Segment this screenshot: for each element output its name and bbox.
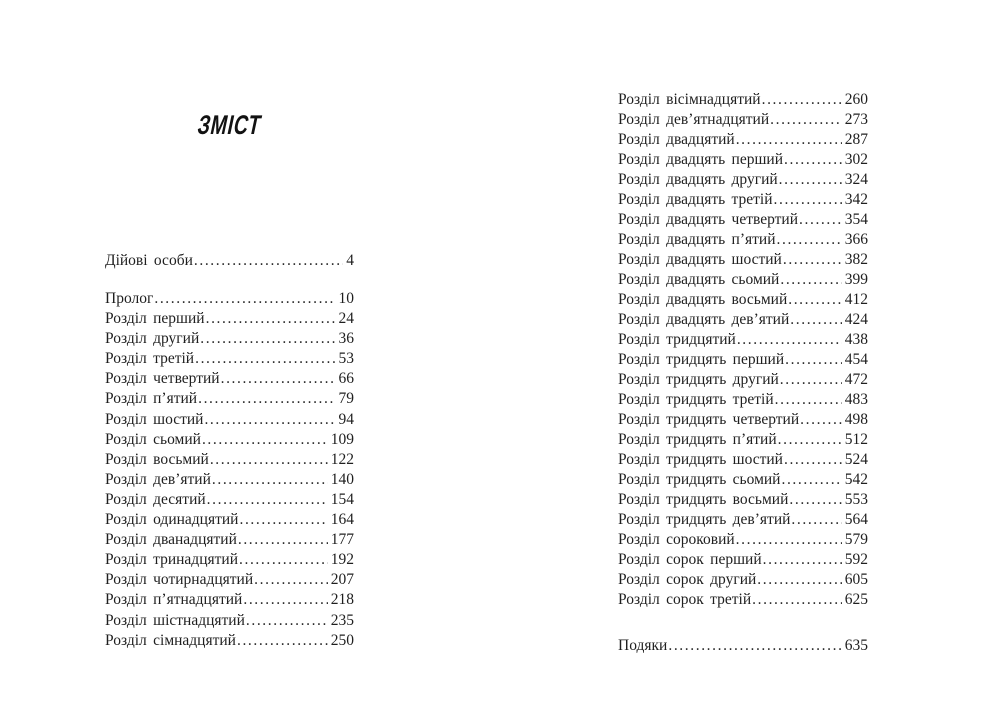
- toc-entry: [618, 251, 868, 271]
- toc-entry-page: 154: [330, 490, 354, 508]
- toc-entry-page: 302: [844, 151, 868, 168]
- toc-dot-leader: [780, 271, 841, 289]
- toc-entry: [105, 551, 354, 571]
- toc-entry-page: 438: [844, 331, 868, 348]
- toc-entry: [105, 491, 354, 511]
- toc-entry-label: Розділ тридцять третій: [618, 391, 774, 408]
- toc-entry-page: 542: [844, 471, 868, 488]
- toc-entry-label: Розділ тридцять другий: [618, 371, 779, 388]
- toc-entry-label: Розділ тридцять восьмий: [618, 491, 789, 508]
- toc-dot-leader: [254, 571, 328, 589]
- toc-entry: [618, 591, 868, 611]
- toc-entry-page: 382: [844, 251, 868, 268]
- toc-entry: [105, 370, 354, 390]
- toc-dot-leader: [239, 511, 327, 529]
- toc-entry: [618, 151, 868, 171]
- toc-entry-page: 10: [338, 290, 354, 307]
- toc-entry-page: 579: [844, 531, 868, 548]
- toc-dot-leader: [791, 511, 841, 529]
- toc-entry-label: Розділ двадцять восьмий: [618, 291, 788, 308]
- toc-dot-leader: [668, 637, 841, 655]
- toc-dot-leader: [246, 612, 328, 630]
- toc-entry: [105, 632, 354, 652]
- toc-dot-leader: [775, 391, 842, 409]
- toc-entry-label: Розділ сорок перший: [618, 551, 762, 568]
- toc-entry: [618, 411, 868, 431]
- toc-entry-label: Розділ двадцятий: [618, 131, 735, 148]
- toc-dot-leader: [800, 411, 842, 429]
- toc-entry-label: Розділ четвертий: [105, 370, 220, 388]
- toc-entry-label: Розділ двадцять четвертий: [618, 211, 799, 228]
- toc-dot-leader: [737, 331, 842, 349]
- toc-entry-page: 399: [844, 271, 868, 288]
- toc-entry: [105, 290, 354, 310]
- toc-entry-label: Пролог: [105, 290, 154, 307]
- toc-entry-page: 342: [844, 191, 868, 208]
- toc-entry-label: Розділ дванадцятий: [105, 531, 237, 549]
- toc-entry-page: 24: [338, 310, 354, 328]
- toc-entry-page: 498: [844, 411, 868, 428]
- toc-entry-page: 79: [338, 390, 354, 408]
- toc-dot-leader: [781, 471, 841, 489]
- toc-entry: [105, 431, 354, 451]
- toc-entry-label: Розділ двадцять третій: [618, 191, 773, 208]
- toc-entry: [105, 350, 354, 370]
- toc-entry-label: Подяки: [618, 637, 668, 654]
- toc-dot-leader: [799, 211, 842, 229]
- toc-entry-page: 218: [330, 591, 354, 609]
- toc-entry: [618, 331, 868, 351]
- toc-entry: [618, 551, 868, 571]
- toc-entry-label: Розділ восьмий: [105, 450, 209, 468]
- toc-dot-leader: [154, 290, 335, 308]
- toc-entry: [618, 211, 868, 231]
- toc-entry-label: Розділ дев’ятий: [105, 470, 211, 488]
- toc-dot-leader: [757, 571, 841, 589]
- toc-entry-page: 36: [338, 330, 354, 348]
- toc-entry-page: 412: [844, 291, 868, 308]
- toc-entry: [618, 91, 868, 111]
- toc-entry: [618, 571, 868, 591]
- toc-entry-page: 366: [844, 231, 868, 248]
- toc-entry: [618, 451, 868, 471]
- toc-entry-page: 424: [844, 311, 868, 328]
- toc-entry-label: Розділ одинадцятий: [105, 511, 239, 529]
- toc-entry-label: Розділ другий: [105, 330, 200, 348]
- toc-entry-page: 207: [330, 571, 354, 589]
- toc-entry-label: Розділ чотирнадцятий: [105, 571, 254, 589]
- toc-entry-page: 140: [330, 470, 354, 488]
- toc-entry-page: 235: [330, 611, 354, 629]
- toc-dot-leader: [212, 471, 328, 489]
- toc-dot-leader: [770, 111, 842, 129]
- toc-title-text: ЗМІСТ: [195, 110, 265, 140]
- toc-dot-leader: [239, 551, 328, 569]
- toc-entry-page: 625: [844, 591, 868, 608]
- toc-entry-label: Розділ двадцять п’ятий: [618, 231, 776, 248]
- toc-entry: [105, 471, 354, 491]
- toc-entry-label: Розділ тридцять шостий: [618, 451, 783, 468]
- toc-entry-page: 66: [338, 370, 354, 388]
- toc-entry: [105, 310, 354, 330]
- toc-dot-leader: [763, 551, 842, 569]
- toc-entry: [618, 271, 868, 291]
- toc-entry-page: 472: [844, 371, 868, 388]
- toc-entry-page: 324: [844, 171, 868, 188]
- toc-entry-page: 483: [844, 391, 868, 408]
- toc-entry: [105, 591, 354, 611]
- toc-dot-leader: [207, 491, 328, 509]
- toc-entry: [105, 531, 354, 551]
- toc-entry-label: Розділ шостий: [105, 410, 204, 428]
- toc-dot-leader: [789, 491, 841, 509]
- toc-entry-page: 564: [844, 511, 868, 528]
- toc-dot-leader: [780, 371, 842, 389]
- toc-entry: [618, 311, 868, 331]
- toc-entry-label: Розділ вісімнадцятий: [618, 91, 761, 108]
- toc-entry-label: Розділ сорок другий: [618, 571, 757, 588]
- toc-dot-leader: [783, 251, 842, 269]
- toc-dot-leader: [784, 151, 842, 169]
- toc-entry: [618, 491, 868, 511]
- toc-entry-label: Розділ перший: [105, 310, 205, 328]
- toc-right-column: [618, 91, 868, 611]
- toc-entry: [105, 511, 354, 531]
- toc-dot-leader: [774, 191, 842, 209]
- toc-entry-page: 524: [844, 451, 868, 468]
- toc-dot-leader: [243, 591, 327, 609]
- toc-dot-leader: [237, 632, 328, 650]
- toc-entry-label: Розділ тридцять четвертий: [618, 411, 800, 428]
- toc-dot-leader: [762, 91, 842, 109]
- toc-entry-page: 4: [346, 252, 354, 269]
- toc-entry: [105, 571, 354, 591]
- toc-dot-leader: [238, 531, 328, 549]
- toc-entry-page: 260: [844, 91, 868, 108]
- toc-entry: [105, 330, 354, 350]
- toc-entry-label: Розділ тридцять перший: [618, 351, 785, 368]
- toc-entry-page: 454: [844, 351, 868, 368]
- toc-entry-page: 592: [844, 551, 868, 568]
- toc-dot-leader: [778, 431, 842, 449]
- toc-entry: [105, 451, 354, 471]
- toc-dot-leader: [198, 390, 335, 408]
- toc-entry-label: Розділ двадцять сьомий: [618, 271, 780, 288]
- toc-entry-page: 53: [338, 350, 354, 368]
- toc-entry: [618, 391, 868, 411]
- toc-dot-leader: [206, 310, 336, 328]
- toc-entry-page: 605: [844, 571, 868, 588]
- toc-entry-label: Розділ шістнадцятий: [105, 611, 245, 629]
- toc-entry-label: Дійові особи: [105, 252, 193, 269]
- toc-entry: [105, 411, 354, 431]
- toc-entry: [618, 371, 868, 391]
- toc-entry: [105, 390, 354, 410]
- toc-title: [103, 110, 357, 141]
- toc-entry: [618, 231, 868, 251]
- toc-entry: [618, 471, 868, 491]
- toc-entry-label: Розділ тридцять сьомий: [618, 471, 781, 488]
- toc-dot-leader: [736, 531, 842, 549]
- toc-dot-leader: [779, 171, 842, 189]
- toc-entry-label: Розділ сімнадцятий: [105, 631, 236, 649]
- toc-dot-leader: [210, 451, 328, 469]
- toc-entry-page: 250: [330, 631, 354, 649]
- toc-entry-label: Розділ тринадцятий: [105, 551, 238, 569]
- toc-entry: [618, 191, 868, 211]
- toc-dot-leader: [785, 351, 842, 369]
- toc-dot-leader: [752, 591, 842, 609]
- toc-entry-label: Розділ сороковий: [618, 531, 735, 548]
- toc-dot-leader: [788, 291, 842, 309]
- toc-entry-label: Розділ п’ятнадцятий: [105, 591, 243, 609]
- toc-dot-leader: [200, 330, 335, 348]
- toc-entry-label: Розділ тридцять п’ятий: [618, 431, 777, 448]
- toc-entry: [105, 612, 354, 632]
- toc-entry-label: Розділ сорок третій: [618, 591, 752, 608]
- toc-dot-leader: [204, 411, 335, 429]
- toc-entry: [105, 252, 354, 272]
- toc-entry-label: Розділ третій: [105, 350, 195, 368]
- toc-left-front-matter: [105, 252, 354, 272]
- toc-entry-page: 287: [844, 131, 868, 148]
- toc-entry: [618, 637, 868, 657]
- toc-entry-label: Розділ тридцятий: [618, 331, 736, 348]
- toc-right-back-matter: [618, 637, 868, 657]
- toc-entry: [618, 131, 868, 151]
- toc-entry-label: Розділ двадцять дев’ятий: [618, 311, 790, 328]
- toc-entry-page: 192: [330, 551, 354, 569]
- toc-dot-leader: [195, 350, 335, 368]
- toc-dot-leader: [736, 131, 842, 149]
- toc-entry-page: 354: [844, 211, 868, 228]
- toc-entry: [618, 431, 868, 451]
- toc-dot-leader: [194, 252, 343, 270]
- toc-entry: [618, 511, 868, 531]
- toc-left-column: [105, 290, 354, 652]
- toc-dot-leader: [221, 370, 336, 388]
- toc-entry-page: 164: [330, 511, 354, 529]
- toc-entry-label: Розділ двадцять шостий: [618, 251, 782, 268]
- toc-entry-label: Розділ сьомий: [105, 430, 201, 448]
- toc-entry: [618, 111, 868, 131]
- toc-entry-label: Розділ п’ятий: [105, 390, 198, 408]
- toc-entry: [618, 291, 868, 311]
- toc-entry-page: 109: [330, 430, 354, 448]
- toc-entry-label: Розділ тридцять дев’ятий: [618, 511, 791, 528]
- toc-entry-page: 553: [844, 491, 868, 508]
- toc-entry-page: 512: [844, 431, 868, 448]
- toc-entry-page: 635: [844, 637, 868, 654]
- toc-entry-label: Розділ двадцять другий: [618, 171, 778, 188]
- toc-entry-page: 177: [330, 531, 354, 549]
- toc-dot-leader: [790, 311, 841, 329]
- toc-dot-leader: [777, 231, 842, 249]
- toc-dot-leader: [784, 451, 842, 469]
- toc-entry-label: Розділ дев’ятнадцятий: [618, 111, 770, 128]
- toc-dot-leader: [202, 431, 328, 449]
- toc-entry: [618, 351, 868, 371]
- toc-entry-page: 273: [844, 111, 868, 128]
- toc-entry: [618, 171, 868, 191]
- toc-entry-page: 122: [330, 450, 354, 468]
- toc-entry-label: Розділ двадцять перший: [618, 151, 783, 168]
- toc-entry: [618, 531, 868, 551]
- toc-entry-page: 94: [338, 410, 354, 428]
- toc-entry-label: Розділ десятий: [105, 490, 206, 508]
